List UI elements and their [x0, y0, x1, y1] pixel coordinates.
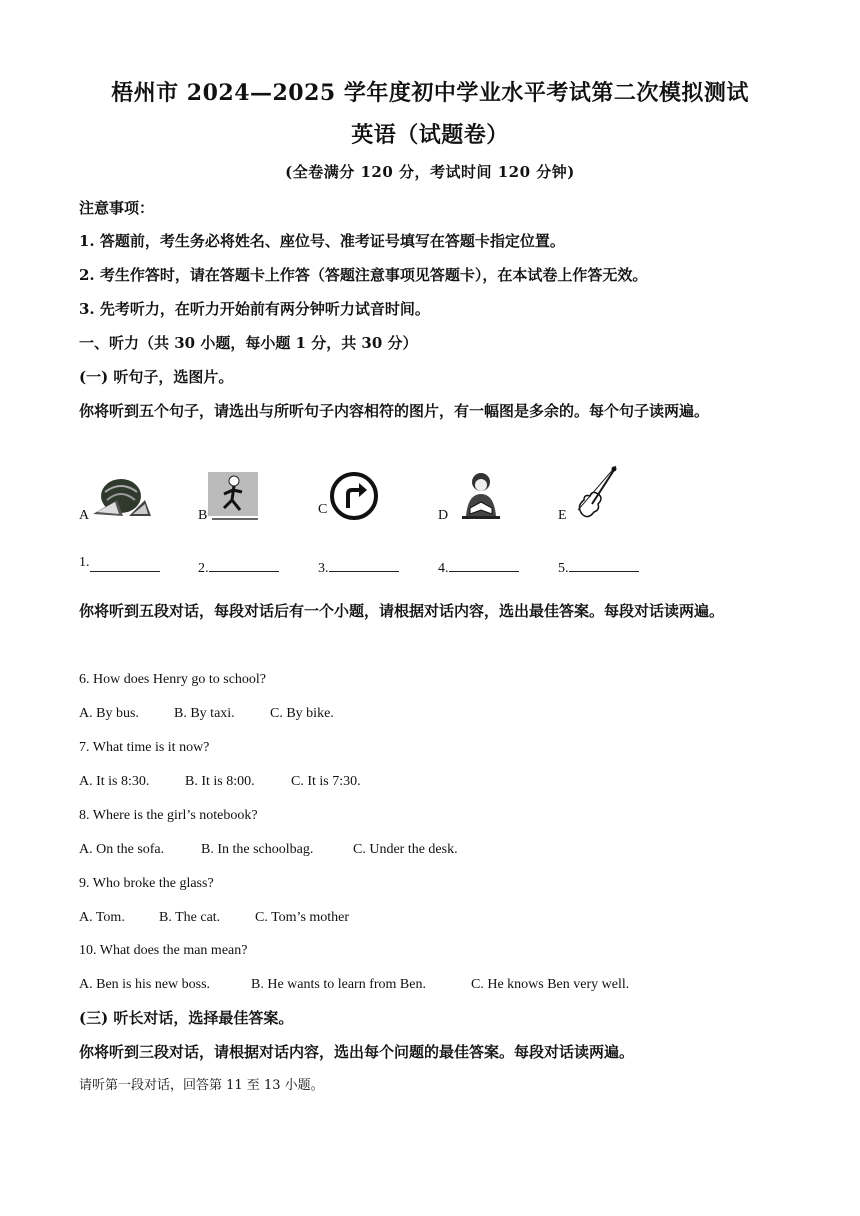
- exam-subtitle: 英语（试题卷）: [351, 122, 509, 148]
- answer-blank-1-line: [90, 557, 160, 572]
- option-9a[interactable]: A. Tom.: [79, 910, 125, 925]
- option-8c[interactable]: C. Under the desk.: [353, 842, 458, 857]
- option-8b[interactable]: B. In the schoolbag.: [201, 842, 314, 857]
- option-7b[interactable]: B. It is 8:00.: [185, 774, 255, 789]
- picture-d-letter: D: [438, 508, 449, 523]
- answer-blank-3-number: 3.: [318, 561, 329, 576]
- violin-icon: [570, 464, 624, 522]
- section-2-instruction: 你将听到五段对话，每段对话后有一个小题，请根据对话内容，选出最佳答案。每段对话读两遍。: [79, 602, 725, 620]
- notice-heading: 注意事项：: [79, 199, 155, 217]
- answer-blank-2-number: 2.: [198, 561, 209, 576]
- picture-e-letter: E: [558, 508, 567, 523]
- answer-blank-4[interactable]: [438, 557, 519, 577]
- picture-a-letter: A: [79, 508, 90, 523]
- option-6a[interactable]: A. By bus.: [79, 706, 139, 721]
- watermelon-icon: [87, 470, 157, 522]
- notice-item-1: 1. 答题前，考生务必将姓名、座位号、准考证号填写在答题卡指定位置。: [79, 232, 565, 250]
- answer-blank-5-number: 5.: [558, 561, 569, 576]
- question-8: 8. Where is the girl’s notebook?: [79, 808, 258, 823]
- notice-item-3: 3. 先考听力，在听力开始前有两分钟听力试音时间。: [79, 300, 430, 318]
- option-9c[interactable]: C. Tom’s mother: [255, 910, 350, 925]
- exam-title: 梧州市 2024—2025 学年度初中学业水平考试第二次模拟测试: [111, 80, 749, 106]
- answer-blank-5-line: [569, 557, 639, 572]
- answer-blank-1[interactable]: [79, 557, 160, 577]
- section-1-instruction: 你将听到五个句子，请选出与所听句子内容相符的图片，有一幅图是多余的。每个句子读两遍。: [79, 402, 710, 420]
- section-1-heading: (一) 听句子，选图片。: [79, 368, 234, 386]
- question-9-options: [79, 907, 799, 929]
- option-7a[interactable]: A. It is 8:30.: [79, 774, 150, 789]
- answer-blank-5[interactable]: [558, 557, 639, 577]
- option-8a[interactable]: A. On the sofa.: [79, 842, 165, 857]
- runner-icon: [208, 472, 260, 524]
- question-9: 9. Who broke the glass?: [79, 876, 214, 891]
- option-10a[interactable]: A. Ben is his new boss.: [79, 977, 211, 992]
- part-heading: 一、听力（共 30 小题，每小题 1 分，共 30 分）: [79, 334, 418, 352]
- answer-blank-2[interactable]: [198, 557, 279, 577]
- option-7c[interactable]: C. It is 7:30.: [291, 774, 361, 789]
- question-10: 10. What does the man mean?: [79, 943, 248, 958]
- answer-blank-2-line: [209, 557, 279, 572]
- girl-reading-icon: [454, 470, 508, 522]
- question-7-options: [79, 771, 799, 793]
- section-3-first-dialogue: 请听第一段对话，回答第 11 至 13 小题。: [79, 1078, 324, 1093]
- answer-blank-3-line: [329, 557, 399, 572]
- option-6b[interactable]: B. By taxi.: [174, 706, 235, 721]
- question-6-options: [79, 703, 799, 725]
- picture-c: [318, 468, 398, 528]
- picture-e: [558, 468, 638, 528]
- picture-d: [438, 468, 518, 528]
- picture-b-letter: B: [198, 508, 208, 523]
- section-3-instruction: 你将听到三段对话，请根据对话内容，选出每个问题的最佳答案。每段对话读两遍。: [79, 1043, 635, 1061]
- answer-blank-3[interactable]: [318, 557, 399, 577]
- option-6c[interactable]: C. By bike.: [270, 706, 334, 721]
- picture-a: [79, 468, 159, 528]
- notice-item-2: 2. 考生作答时，请在答题卡上作答（答题注意事项见答题卡），在本试卷上作答无效。: [79, 266, 648, 284]
- question-8-options: [79, 839, 799, 861]
- section-3-heading: (三) 听长对话，选择最佳答案。: [79, 1009, 294, 1027]
- answer-blank-4-line: [449, 557, 519, 572]
- exam-score-note: (全卷满分 120 分，考试时间 120 分钟): [285, 163, 575, 181]
- turn-right-sign-icon: [330, 472, 378, 520]
- question-6: 6. How does Henry go to school?: [79, 672, 267, 687]
- option-9b[interactable]: B. The cat.: [159, 910, 221, 925]
- answer-blank-1-number: 1.: [79, 555, 90, 570]
- question-10-options: [79, 974, 799, 996]
- question-7: 7. What time is it now?: [79, 740, 210, 755]
- answer-blank-4-number: 4.: [438, 561, 449, 576]
- picture-c-letter: C: [318, 502, 328, 517]
- option-10c[interactable]: C. He knows Ben very well.: [471, 977, 630, 992]
- option-10b[interactable]: B. He wants to learn from Ben.: [251, 977, 426, 992]
- picture-b: [198, 468, 278, 528]
